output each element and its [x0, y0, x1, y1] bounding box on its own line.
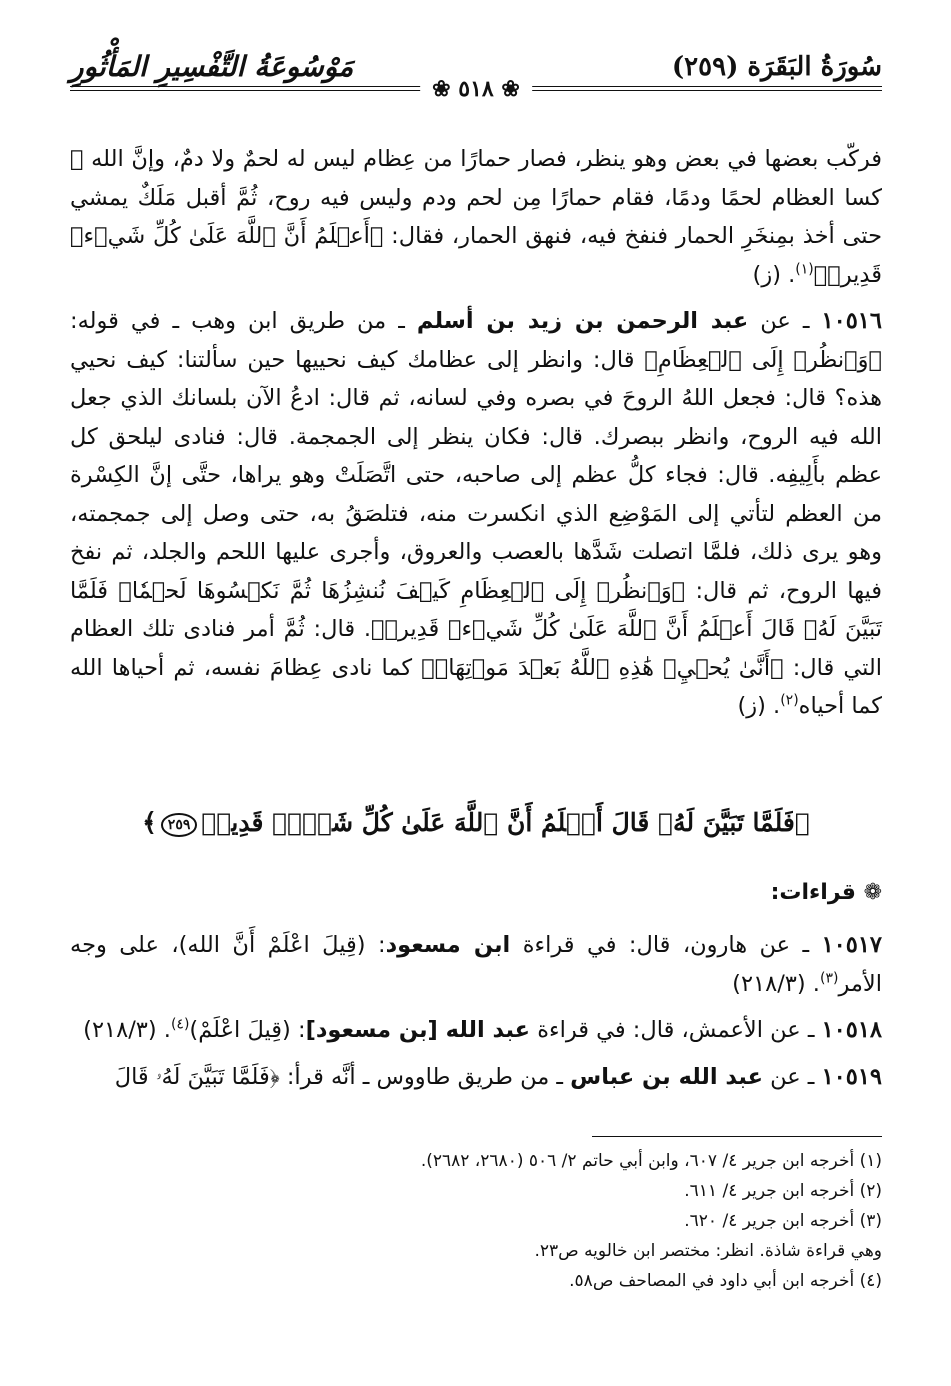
footnote-ref[interactable]: (٤): [170, 1016, 190, 1033]
footnote-divider: [592, 1136, 882, 1137]
footnotes: [70, 1146, 882, 1296]
footnote-3-note: وهي قراءة شاذة. انظر: مختصر ابن خالويه ص٢٣.: [534, 1241, 882, 1261]
narrator-name: عبد الرحمن بن زيد بن أسلم: [416, 308, 749, 334]
surah-header: سُورَةُ البَقَرَة (٢٥٩): [671, 52, 882, 82]
footnote-2: (٢) أخرجه ابن جرير ٤/ ٦١١.: [684, 1181, 882, 1201]
quran-verse: ﴿فَلَمَّا تَبَيَّنَ لَهُۥ قَالَ أَعۡلَمُ أَنَّ ٱللَّهَ عَلَىٰ كُلِّ شَيۡءٖ قَدِيرٞ٢٥٩﴾: [142, 808, 810, 837]
footnote-ref[interactable]: (١): [795, 261, 814, 277]
main-text: [70, 140, 882, 734]
intro-paragraph: فركّب بعضها في بعض وهو ينظر، فصار حمارًا من عِظام ليس له لحمٌ ولا دمٌ، وإنَّ الله ﷻ كسا العظام لحمًا ودمًا، فقام حمارًا مِن لحم ودم وليس فيه روح، ثُمَّ أقبل مَلَكٌ يمشي حتى أخذ بمِنخَرِ الحمار فنفخ فيه، فنهق الحمار، فقال: ﴿أَعۡلَمُ أَنَّ ٱللَّهَ عَلَىٰ كُلِّ شَيۡءٖ قَدِيرٞ﴾$^{(١)}$. (ز): [70, 146, 882, 288]
footnote-3: (٣) أخرجه ابن جرير ٤/ ٦٢٠.: [684, 1211, 882, 1231]
narration-number: ١٠٥١٦: [821, 308, 882, 334]
footnote-4: (٤) أخرجه ابن أبي داود في المصاحف ص٥٨.: [569, 1271, 882, 1291]
narration-10516: ١٠٥١٦ ـ عن عبد الرحمن بن زيد بن أسلم ـ من طريق ابن وهب ـ في قوله: ﴿وَٱنظُرۡ إِلَى ٱلۡعِظَامِ﴾ قال: وانظر إلى عظامك كيف نحييها حين سألتنا: كيف نحيي هذه؟ قال: فجعل اللهُ الروحَ في بصره وفي لسانه، ثم قال: ادعُ الآن بلسانك الذي جعل الله فيه الروح، وانظر ببصرك. قال: فكان ينظر إلى الجمجمة. قال: فنادى ليلحق كل عظم بأَلِيفِه. قال: فجاء كلُّ عظم إلى صاحبه، حتى اتَّصَلَتْ وهو يراها، حتَّى إنَّ الكِسْرة من العظم لتأتي إلى المَوْضِع الذي انكسرت منه، فتلصَقُ به، حتى وصل إلى جمجمته، وهو يرى ذلك، فلمَّا اتصلت شَدَّها بالعصب والعروق، وأجرى عليها اللحم والجلد، ثم نفخ فيها الروح، ثم قال: ﴿وَٱنظُرۡ إِلَى ٱلۡعِظَامِ كَيۡفَ نُنشِزُهَا ثُمَّ نَكۡسُوهَا لَحۡمٗاۚ فَلَمَّا تَبَيَّنَ لَهُۥ قَالَ أَعۡلَمُ أَنَّ ٱللَّهَ عَلَىٰ كُلِّ شَيۡءٖ قَدِيرٞ﴾. قال: ثُمَّ أمر فنادى تلك العظام التي قال: ﴿أَنَّىٰ يُحۡيِۦ هَٰذِهِ ٱللَّهُ بَعۡدَ مَوۡتِهَاۖ﴾ كما نادى عِظامَ نفسه، ثم أحياها الله كما أحياه$^{(٢)}$. (ز): [70, 308, 882, 719]
narration-10517: ١٠٥١٧ ـ عن هارون، قال: في قراءة ابن مسعود: (قِيلَ اعْلَمْ أَنَّ الله)، على وجه الأمر$^{(٣)}$. (٢١٨/٣): [70, 932, 882, 997]
book-title: مَوْسُوعَةُ التَّفْسِيرِ المَأْثُورِ: [70, 50, 354, 83]
page-number: ❀ ٥١٨ ❀: [420, 76, 532, 102]
narration-10519: ١٠٥١٩ ـ عن عبد الله بن عباس ـ من طريق طاووس ـ أنَّه قرأ: ﴿فَلَمَّا تَبَيَّنَ لَهُۥ قَالَ: [114, 1063, 882, 1090]
section-title: ❁ قراءات:: [770, 880, 882, 905]
ayah-number-icon: ٢٥٩: [161, 813, 198, 837]
footnote-ref[interactable]: (٣): [819, 970, 839, 986]
footnote-ref[interactable]: (٢): [780, 692, 799, 709]
page-header: [70, 46, 882, 100]
narration-10518: ١٠٥١٨ ـ عن الأعمش، قال: في قراءة عبد الله [بن مسعود]: (قِيلَ اعْلَمْ)$^{(٤)}$. (٢١٨/٣): [83, 1016, 882, 1043]
readings-text: [70, 926, 882, 1104]
footnote-1: (١) أخرجه ابن جرير ٤/ ٦٠٧، وابن أبي حاتم ٢/ ٥٠٦ (٢٦٨٠، ٢٦٨٢).: [420, 1151, 882, 1171]
